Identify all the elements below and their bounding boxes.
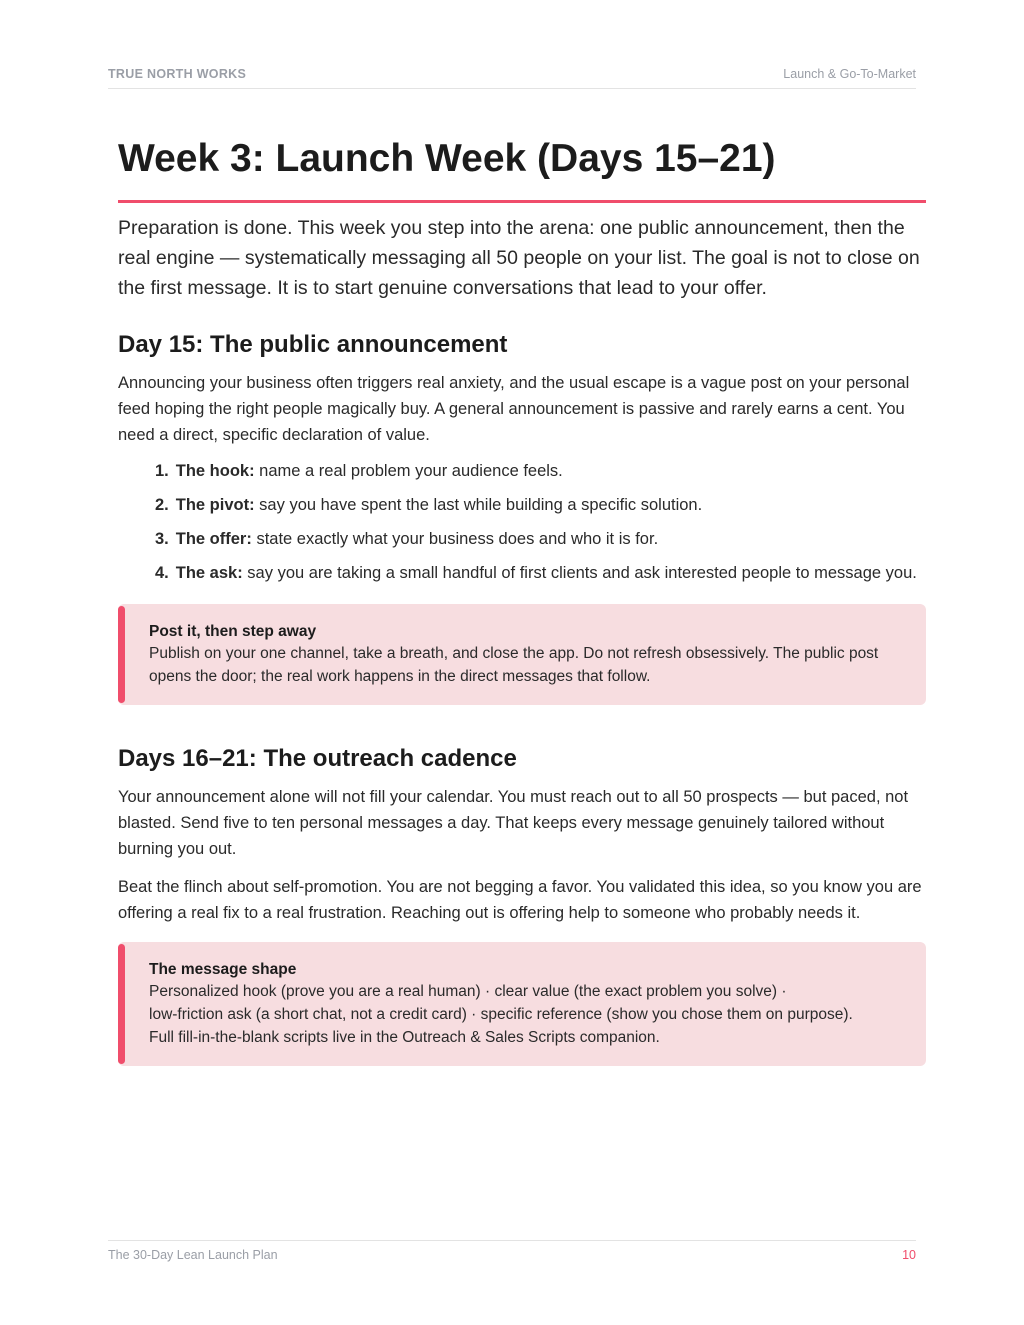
step-number: 3. xyxy=(155,530,169,548)
page-content xyxy=(118,130,926,1066)
list-item xyxy=(155,458,926,484)
days16-heading: Days 16–21: The outreach cadence xyxy=(118,745,517,772)
callout-line: Full fill-in-the-blank scripts live in the Outreach & Sales Scripts companion. xyxy=(149,1029,660,1046)
step-label: The hook: xyxy=(175,462,255,480)
step-number: 1. xyxy=(155,462,169,480)
step-text: state exactly what your business does and who it is for. xyxy=(251,530,659,548)
days16-paragraph-1: Your announcement alone will not fill your calendar. You must reach out to all 50 prospects — but paced, not blasted. Send five to ten personal messages a day. That keeps every message genuinely tailored without burning you out. xyxy=(118,788,909,858)
announcement-steps-list xyxy=(118,458,926,586)
page-header xyxy=(108,62,916,89)
step-label: The offer: xyxy=(175,530,252,548)
day15-heading: Day 15: The public announcement xyxy=(118,331,508,358)
days16-paragraph-2: Beat the flinch about self-promotion. You are not begging a favor. You validated this idea, so you know you are offering a real fix to a real frustration. Reaching out is offering help to someone who probably needs it. xyxy=(118,878,922,922)
step-text: say you have spent the last while building a specific solution. xyxy=(254,496,703,514)
list-item xyxy=(155,560,926,586)
brand-name: TRUE NORTH WORKS xyxy=(108,67,247,81)
day15-intro: Announcing your business often triggers real anxiety, and the usual escape is a vague post on your personal feed hoping the right people magically buy. A general announcement is passive and rarely earns a cent. You need a direct, specific declaration of value. xyxy=(118,374,910,444)
callout-line: low-friction ask (a short chat, not a credit card) · specific reference (show you chose them on purpose). xyxy=(149,1006,853,1023)
list-item xyxy=(155,492,926,518)
callout-body xyxy=(149,980,906,1049)
page-footer xyxy=(108,1240,916,1262)
step-label: The ask: xyxy=(175,564,243,582)
list-item xyxy=(155,526,926,552)
callout-title: The message shape xyxy=(149,961,297,978)
lead-paragraph: Preparation is done. This week you step into the arena: one public announcement, then the real engine — systematically messaging all 50 people on your list. The goal is not to close on the first message. It is to start genuine conversations that lead to your offer. xyxy=(118,217,920,299)
document-title: The 30-Day Lean Launch Plan xyxy=(108,1248,278,1262)
callout-line: Personalized hook (prove you are a real human) · clear value (the exact problem you solve) · xyxy=(149,983,787,1000)
step-text: say you are taking a small handful of first clients and ask interested people to message you. xyxy=(242,564,917,582)
section-label: Launch & Go-To-Market xyxy=(783,67,916,81)
step-label: The pivot: xyxy=(175,496,255,514)
step-number: 2. xyxy=(155,496,169,514)
step-number: 4. xyxy=(155,564,169,582)
page-number: 10 xyxy=(902,1248,916,1262)
callout-title: Post it, then step away xyxy=(149,623,317,640)
step-text: name a real problem your audience feels. xyxy=(254,462,563,480)
callout-post-it xyxy=(118,604,926,705)
page-title: Week 3: Launch Week (Days 15–21) xyxy=(118,130,926,203)
callout-body: Publish on your one channel, take a breath, and close the app. Do not refresh obsessively. The public post opens the door; the real work happens in the direct messages that follow. xyxy=(149,645,879,685)
callout-message-shape xyxy=(118,942,926,1066)
